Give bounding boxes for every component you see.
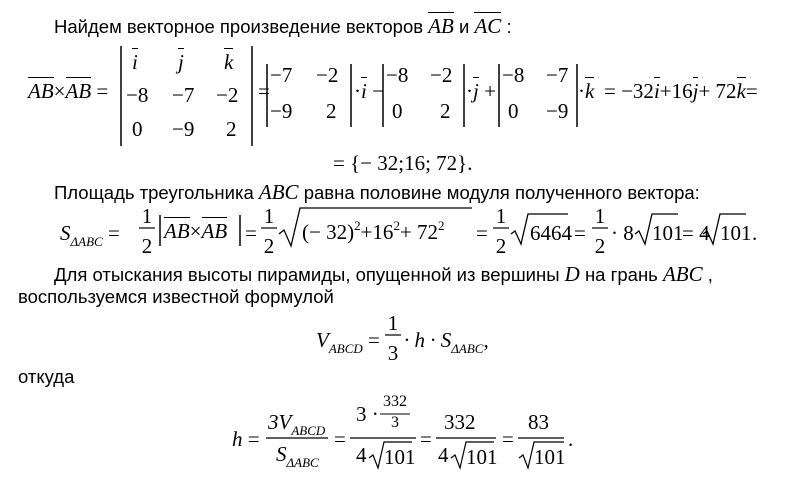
abs-content [164, 219, 227, 244]
mul-j: ·j + [466, 79, 496, 103]
comma: , [483, 328, 489, 352]
sqrt-value: 101 [384, 445, 416, 469]
sqrt-term: +16 [360, 220, 394, 244]
h-lhs [232, 427, 260, 452]
area-s: $S_{\Delta ABC}$ = [60, 221, 120, 249]
height-text-b: на грань [584, 264, 658, 285]
frac-num: 1 [594, 204, 606, 228]
s-symbol: S [60, 221, 71, 245]
unit-i: i [653, 79, 660, 103]
sqrt-value: 101 [720, 221, 752, 245]
vector-ab-label: AB [428, 14, 454, 38]
num-sub: ABCD [291, 423, 326, 438]
unit-j: j [692, 79, 699, 103]
minor2-cell: 0 [392, 99, 403, 123]
intro-line [54, 14, 512, 39]
minor3-cell: −8 [502, 63, 525, 87]
vector-ab: AB [201, 219, 228, 243]
equals-sign: = [258, 79, 270, 103]
det3-cell: 2 [226, 117, 237, 141]
formula-intro: воспользуемся известной формулой [18, 286, 334, 307]
frac-bar [592, 226, 610, 230]
equals-sign: = [96, 79, 109, 103]
frac-den: 2 [594, 234, 606, 258]
cross-vector-result: = {− 32;16; 72}. [333, 151, 473, 175]
num-332: 332 [444, 410, 476, 434]
s-sub: ΔABC [70, 234, 103, 249]
sqrt-value: 101 [652, 221, 684, 245]
factor-8: · 8 [611, 221, 634, 245]
period: . [568, 427, 574, 451]
frac-den: 2 [263, 234, 275, 258]
minor1-cell: 2 [326, 99, 337, 123]
area-text: Площадь треугольника [54, 182, 254, 203]
lhs-vector-a: AB [28, 79, 54, 103]
eq: = [247, 427, 260, 451]
unit-k: k [224, 50, 234, 74]
minus-sign: − [372, 79, 384, 103]
frac-bar [493, 226, 511, 230]
sqrt-value: 101 [534, 445, 566, 469]
h-symbol: h [232, 427, 243, 451]
cross-product-lhs [28, 79, 108, 104]
eq: = [574, 221, 586, 245]
eq: = [420, 427, 432, 451]
eq: = [334, 427, 346, 451]
unit-i: i [132, 50, 138, 74]
triangle-label: ABC [258, 180, 299, 204]
cross-result [604, 79, 758, 104]
h-times-s: · h · S [404, 328, 452, 352]
height-text: Для отыскания высоты пирамиды, опущенной из вершины [54, 264, 560, 285]
mul-k: ·k [578, 79, 595, 103]
times-sign: × [53, 79, 66, 103]
colon: : [506, 16, 512, 37]
result-coef-j: +16 [659, 79, 693, 103]
lhs-vector-b: AB [65, 79, 92, 103]
minor1-cell: −2 [316, 63, 339, 87]
minor2-cell: 2 [440, 99, 451, 123]
vector-ac-label: AC [474, 14, 502, 38]
h-frac2-num: 3 · [356, 402, 379, 426]
h-frac1-num [268, 410, 326, 438]
frac-den: 2 [141, 234, 153, 258]
frac-bar [261, 226, 279, 230]
frac-bar [266, 436, 330, 440]
result-eq2: = [745, 79, 758, 103]
frac-num: 1 [263, 204, 275, 228]
unit-k: k [736, 79, 746, 103]
volume-lhs [316, 328, 380, 356]
vector-ab: AB [164, 219, 190, 243]
s-sub: ΔABC [451, 341, 484, 356]
eq: = [245, 221, 257, 245]
exponent: 2 [393, 218, 400, 233]
area-line [54, 180, 700, 205]
h-frac1-den [276, 442, 319, 470]
det3-cell: −8 [126, 83, 149, 107]
minor2-cell: −2 [430, 63, 453, 87]
exponent: 2 [354, 218, 361, 233]
sqrt-term: + 72 [399, 220, 439, 244]
sqrt-term: (− 32) [302, 220, 355, 244]
minor1-cell: −7 [270, 63, 293, 87]
sqrt-value: 101 [466, 445, 498, 469]
eq: = [476, 221, 488, 245]
inner-den: 3 [391, 414, 399, 431]
unit-i: i [361, 79, 367, 103]
frac-den: 3 [387, 341, 399, 365]
minor3-cell: −9 [546, 99, 569, 123]
minor1-cell: −9 [270, 99, 293, 123]
den-s: S [276, 442, 287, 466]
mul-i: ·i − [354, 79, 384, 103]
frac-num: 1 [495, 204, 507, 228]
volume-rhs [404, 328, 489, 356]
unit-j: j [178, 50, 184, 74]
eq: = [368, 328, 380, 352]
times-sign: × [189, 219, 202, 243]
v-symbol: V [316, 328, 329, 352]
num-83: 83 [528, 410, 549, 434]
den-4: 4 [356, 443, 367, 467]
comma: , [707, 264, 713, 285]
area-eq4: = 4 [682, 221, 710, 245]
num-3v: 3V [268, 410, 292, 434]
whence-text: откуда [18, 366, 75, 387]
minor3-cell: 0 [508, 99, 519, 123]
den-sub: ΔABC [286, 455, 319, 470]
vertex-d: D [564, 262, 580, 286]
exponent: 2 [438, 218, 445, 233]
face-abc: ABC [662, 262, 703, 286]
minor2-cell: −8 [386, 63, 409, 87]
sqrt-content [302, 220, 445, 245]
frac-num: 1 [141, 204, 153, 228]
det3-cell: −7 [172, 83, 195, 107]
intro-text: Найдем векторное произведение векторов [54, 16, 424, 37]
det3-cell: −2 [216, 83, 239, 107]
v-sub: ABCD [328, 341, 363, 356]
unit-k: k [585, 79, 595, 103]
period: . [752, 221, 758, 245]
result-eq: = −32 [604, 79, 654, 103]
det3-cell: 0 [132, 117, 143, 141]
eq: = [502, 427, 514, 451]
frac-den: 2 [495, 234, 507, 258]
frac-num: 1 [387, 311, 399, 335]
frac-bar [139, 226, 157, 230]
conjunction: и [459, 16, 470, 37]
inner-num: 332 [383, 393, 407, 410]
det3-cell: −9 [172, 117, 195, 141]
den-4: 4 [438, 443, 449, 467]
plus-sign: + [484, 79, 496, 103]
height-line [54, 262, 713, 287]
unit-j: j [473, 79, 479, 103]
area-text-rest: равна половине модуля полученного вектора: [303, 182, 700, 203]
frac-bar [385, 333, 403, 337]
sqrt-value: 6464 [530, 221, 572, 245]
minor3-cell: −7 [546, 63, 569, 87]
result-coef-k: + 72 [698, 79, 737, 103]
